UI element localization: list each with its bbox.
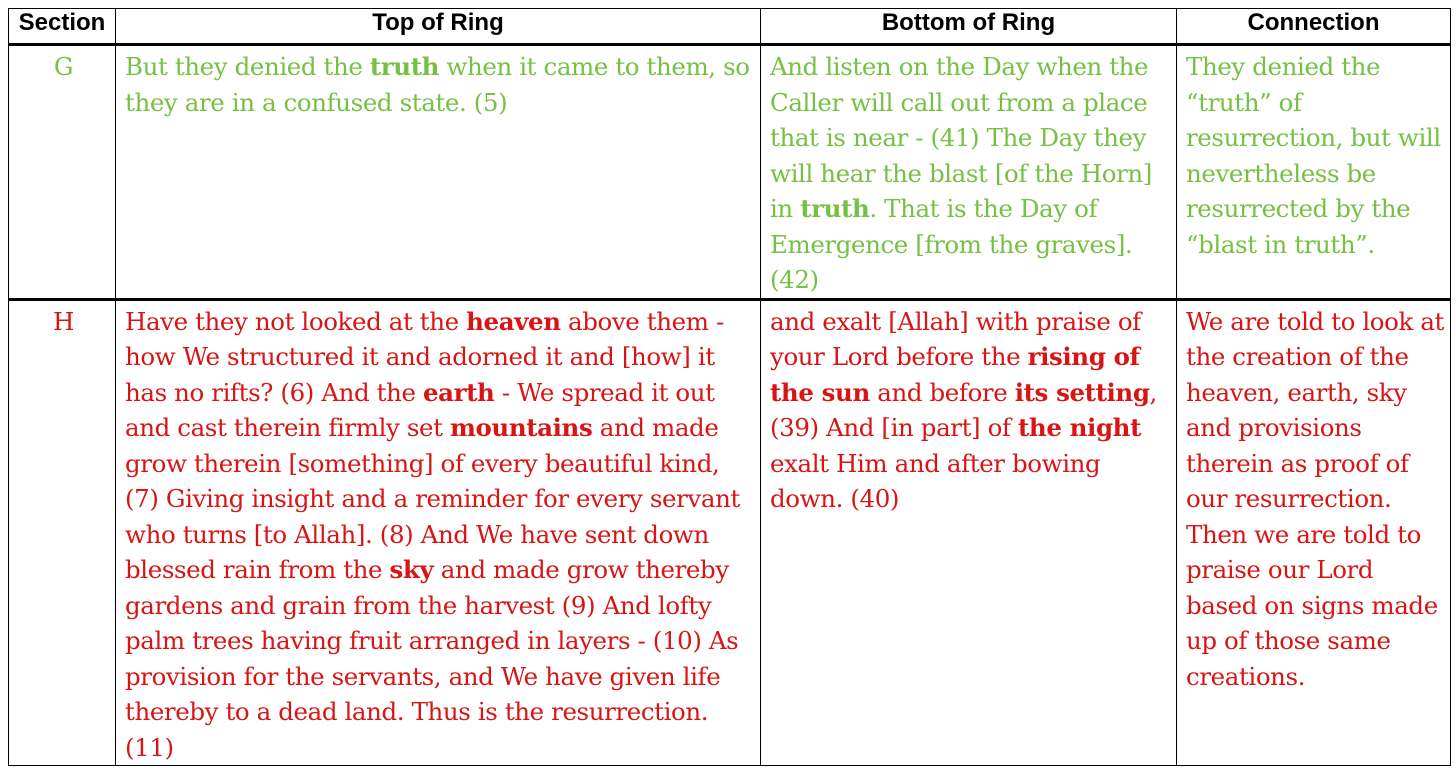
top-of-ring-cell-g: But they denied the truth when it came to them, so they are in a confused state. (5) [116, 45, 761, 300]
top-of-ring-cell-h: Have they not looked at the heaven above them - how We structured it and adorned it and [how] it has no rifts? (6) And the earth - We spread it out and cast therein firmly set mountains and made grow therein [something] of every beautiful kind, (7) Giving insight and a reminder for every servant who turns [to Allah]. (8) And We have sent down blessed rain from the sky and made grow thereby gardens and grain from the harvest (9) And lofty palm trees having fruit arranged in layers - (10) As provision for the servants, and We have given life thereby to a dead land. Thus is the resurrection. (11) [116, 299, 761, 766]
header-row [9, 9, 1451, 45]
section-cell-g: G [9, 45, 116, 300]
connection-cell-h: We are told to look at the creation of the heaven, earth, sky and provisions therein as proof of our resurrection. Then we are told to praise our Lord based on signs made up of those same creations. [1177, 299, 1451, 766]
bottom-of-ring-cell-h: and exalt [Allah] with praise of your Lord before the rising of the sun and before its setting, (39) And [in part] of the night exalt Him and after bowing down. (40) [761, 299, 1177, 766]
bottom-of-ring-cell-g: And listen on the Day when the Caller will call out from a place that is near - (41) The Day they will hear the blast [of the Horn] in truth. That is the Day of Emergence [from the graves]. (42) [761, 45, 1177, 300]
table-row-g [9, 45, 1451, 300]
header-bottom-of-ring: Bottom of Ring [761, 9, 1177, 45]
connection-cell-g: They denied the “truth” of resurrection, but will nevertheless be resurrected by the “blast in truth”. [1177, 45, 1451, 300]
header-connection: Connection [1177, 9, 1451, 45]
table-row-h [9, 299, 1451, 766]
ring-table [8, 8, 1451, 766]
section-cell-h: H [9, 299, 116, 766]
header-top-of-ring: Top of Ring [116, 9, 761, 45]
header-section: Section [9, 9, 116, 45]
